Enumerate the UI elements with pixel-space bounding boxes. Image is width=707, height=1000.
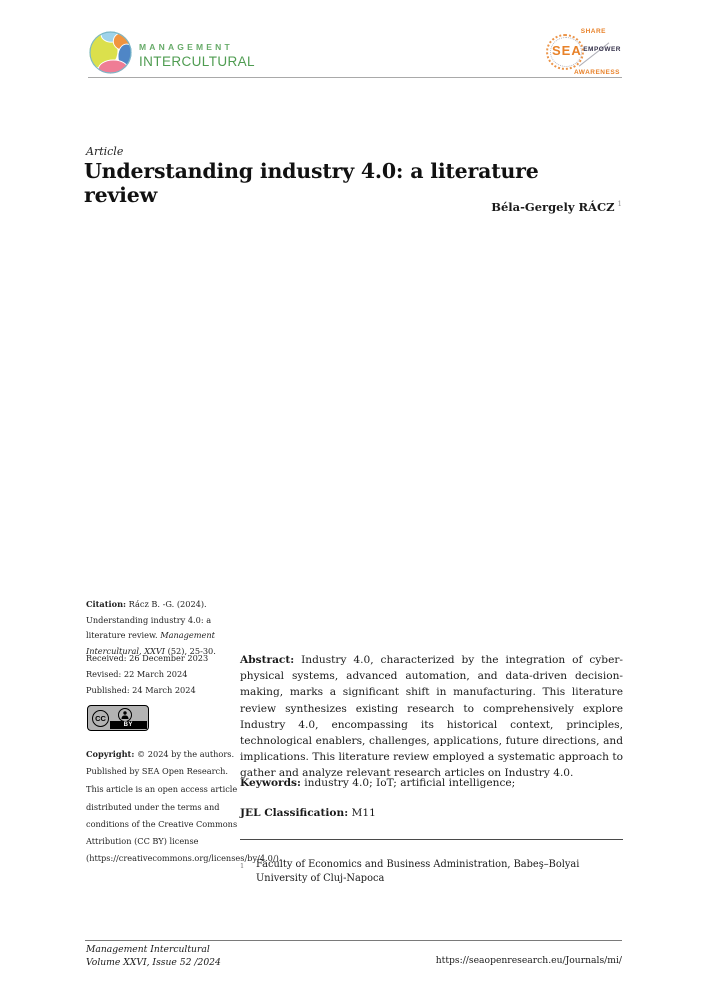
footnote-divider [240,839,623,840]
footer-journal-url[interactable]: https://seaopenresearch.eu/Journals/mi/ [435,955,622,966]
author-name: Béla-Gergely RÁCZ [491,200,615,214]
copyright-statement [86,746,238,780]
journal-name [139,30,255,69]
footnote [240,858,623,886]
keywords-line [240,777,623,789]
citation-journal: Management Intercultural, XXVI [86,630,215,656]
page-title: Understanding industry 4.0: a literature review [84,159,539,207]
copyright-text: © 2024 by the authors. Published by SEA Open Research. [86,749,235,777]
globe-logo-icon [88,30,133,79]
article-type-label: Article [86,145,124,158]
license-statement: This article is an open access article distributed under the terms and conditions of the Creative Commons Attribution (CC BY) license (https://creativecommons.org/licenses/by/4.0/). [86,784,282,864]
jel-text: M11 [351,807,376,819]
published-date: Published: 24 March 2024 [86,685,196,695]
sea-empower-label: EMPOWER [583,46,621,53]
footer-journal-name: Management Intercultural [86,944,210,955]
received-date: Received: 26 December 2023 [86,653,209,663]
journal-name-line2: INTERCULTURAL [139,54,255,69]
abstract-text: Industry 4.0, characterized by the integration of cyber-physical systems, advanced automation, and data-driven decision-making, marks a significant shift in manufacturing. This literature review synthesizes existing research to comprehensively explore Industry 4.0, encompassing its historical context, principles, technological enablers, challenges, applications, future directions, and implications. This literature review employed a systematic approach to gather and analyze relevant research articles on Industry 4.0. [240,654,623,780]
header-divider [88,77,622,78]
author-affiliation-mark: 1 [617,200,622,209]
keywords-label: Keywords: [240,777,301,789]
dates-block [86,650,236,698]
jel-classification-line [240,807,623,819]
cc-logo-icon: CC [92,710,109,727]
jel-label: JEL Classification: [240,807,349,819]
citation-label: Citation: [86,599,127,609]
sea-awareness-label: AWARENESS [573,69,620,76]
author-byline [85,200,622,214]
citation-pages: (52), 25-30. [167,645,216,656]
abstract-label: Abstract: [240,654,295,666]
footer-divider [85,940,622,941]
citation-text: Rácz B. -G. (2024). Understanding industry 4.0: a literature review. [86,599,212,640]
copyright-label: Copyright: [86,749,135,759]
sea-share-label: SHARE [580,28,606,35]
footnote-text: Faculty of Economics and Business Administration, Babeş–Bolyai University of Cluj-Napoca [256,859,580,884]
sea-acronym: SEA [552,43,582,58]
footnote-mark: 1 [240,862,245,870]
cc-by-label: BY [110,721,147,729]
keywords-text: industry 4.0; IoT; artificial intelligence; [304,777,516,789]
sea-publisher-logo [541,27,623,77]
footer-volume-issue: Volume XXVI, Issue 52 /2024 [86,957,221,968]
cc-by-license-badge[interactable] [87,705,149,731]
revised-date: Revised: 22 March 2024 [86,669,188,679]
journal-name-line1: MANAGEMENT [139,42,233,52]
journal-brand [88,30,255,79]
abstract-paragraph [240,652,623,782]
